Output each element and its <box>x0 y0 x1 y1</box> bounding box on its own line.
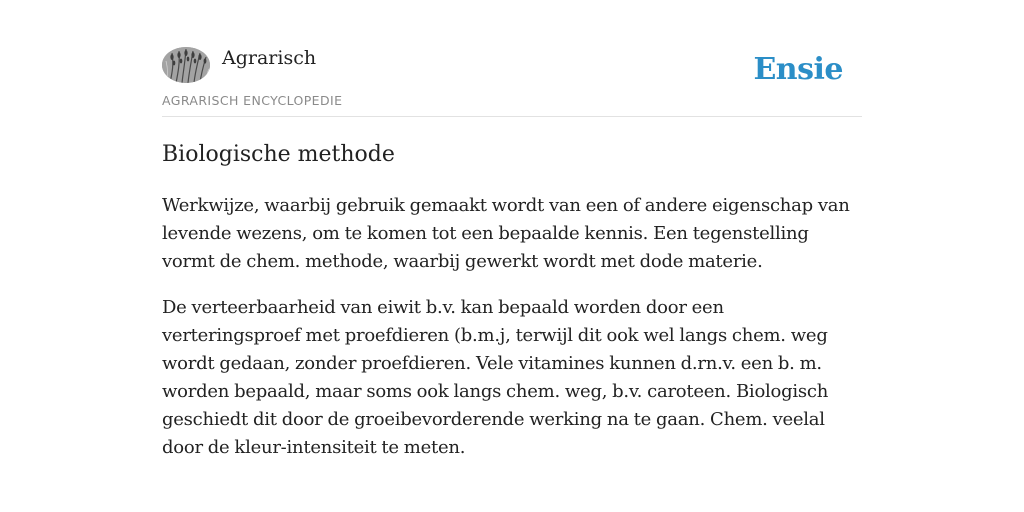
entry-body <box>162 192 862 480</box>
source-name[interactable]: Agrarisch <box>222 47 317 69</box>
brand-logo[interactable]: Ensie <box>753 52 843 87</box>
entry-paragraph: Werkwijze, waarbij gebruik gemaakt wordt van een of andere eigenschap van levende wezens, om te komen tot een bepaalde kennis. Een tegenstelling vormt de chem. methode, waarbij gewerkt wordt met dode materie. <box>162 195 850 272</box>
source-subtitle[interactable]: AGRARISCH ENCYCLOPEDIE <box>162 93 343 108</box>
entry-paragraph: De verteerbaarheid van eiwit b.v. kan bepaald worden door een verteringsproef met proefdieren (b.m.j, terwijl dit ook wel langs chem. weg wordt gedaan, zonder proefdieren. Vele vitamines kunnen d.rn.v. een b. m. worden bepaald, maar soms ook langs chem. weg, b.v. caroteen. Biologisch geschiedt dit door de groeibevorderende werking na te gaan. Chem. veelal door de kleur-intensiteit te meten. <box>162 297 829 458</box>
wheat-icon[interactable] <box>162 47 210 83</box>
entry-card <box>162 0 862 512</box>
entry-title: Biologische methode <box>162 142 395 167</box>
entry-header <box>162 46 862 117</box>
